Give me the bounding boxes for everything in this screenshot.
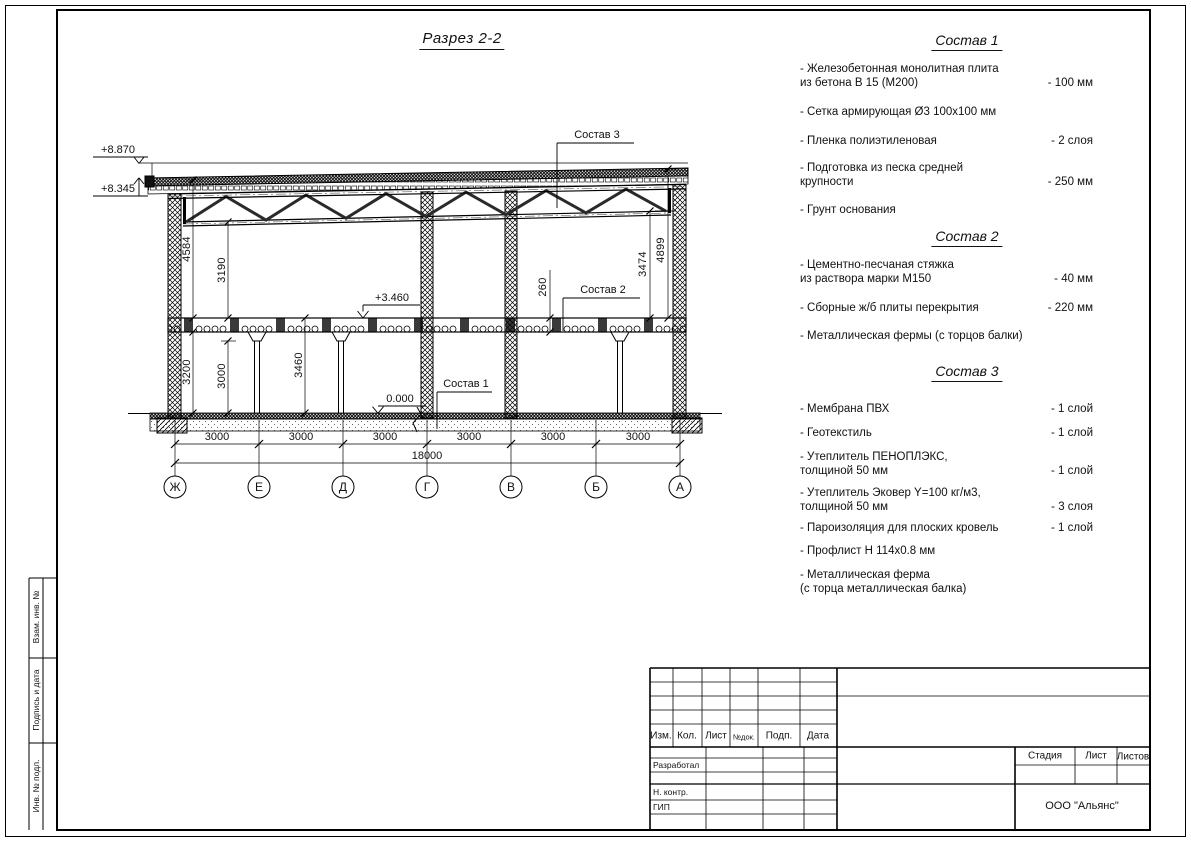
titleblock-col-list: Лист (705, 730, 727, 742)
dim-gf-col: 3000 (216, 363, 228, 389)
dim-bay: 3000 (288, 431, 314, 443)
dim-right-truss: 3474 (637, 251, 649, 277)
dim-left-truss: 3190 (216, 257, 228, 283)
item-value: - 1 слой (1050, 465, 1093, 478)
item-value: - 40 мм (1054, 273, 1093, 286)
item-name: - Сетка армирующая Ø3 100x100 мм (800, 106, 997, 118)
composition-item (800, 329, 1093, 343)
elevation-roof-top: +8.870 (101, 144, 135, 156)
axis-label: А (675, 480, 685, 494)
margin-label-inv: Инв. № подл. (31, 759, 41, 813)
composition-3-title: Состав 3 (931, 363, 1002, 382)
elevation-eaves: +8.345 (101, 183, 135, 195)
composition-item (800, 62, 1093, 90)
dim-left-roof: 4584 (181, 236, 193, 262)
item-name: - Мембрана ПВХ (800, 403, 890, 415)
composition-2-title: Состав 2 (931, 228, 1002, 247)
item-name: - Геотекстиль (800, 427, 872, 439)
callout-sostav1: Состав 1 (443, 378, 489, 390)
axis-label: Е (254, 480, 264, 494)
item-name: - Подготовка из песка средней крупности (800, 162, 964, 189)
composition-item (800, 402, 1093, 416)
axis-label: Ж (169, 480, 181, 494)
axis-label: Б (592, 480, 600, 494)
composition-item (800, 258, 1093, 286)
dim-bay: 3000 (540, 431, 566, 443)
item-value: - 100 мм (1047, 77, 1093, 90)
item-name: - Утеплитель ПЕНОПЛЭКС, толщиной 50 мм (800, 451, 948, 478)
composition-item (800, 486, 1093, 514)
composition-item (800, 105, 1093, 119)
titleblock-col-doc: №док. (733, 732, 755, 742)
composition-item (800, 301, 1093, 315)
item-name: - Железобетонная монолитная плита из бетона В 15 (М200) (800, 63, 999, 90)
dim-total: 18000 (411, 450, 443, 462)
composition-item (800, 161, 1093, 189)
item-value: - 2 слоя (1051, 135, 1093, 147)
item-value: - 1 слой (1050, 403, 1093, 415)
margin-label-vzam: Взам. инв. № (31, 590, 41, 644)
titleblock-col-izm: Изм. (650, 730, 672, 742)
titleblock-sheet-header: Лист (1085, 750, 1107, 762)
item-name: - Металлическая ферма (с торца металлическая балка) (800, 569, 967, 596)
dim-bay: 3000 (372, 431, 398, 443)
titleblock-col-kol: Кол. (677, 730, 697, 742)
composition-item (800, 568, 1093, 596)
item-name: - Утеплитель Эковер Y=100 кг/м3, толщиной 50 мм (800, 487, 981, 514)
dim-right-roof: 4899 (655, 237, 667, 263)
dim-bay: 3000 (456, 431, 482, 443)
titleblock-role-developer: Разработал (653, 760, 700, 770)
axis-label: Г (423, 480, 431, 494)
composition-item (800, 134, 1093, 148)
margin-label-podpis: Подпись и дата (31, 669, 41, 731)
item-value: - 250 мм (1047, 176, 1093, 189)
item-name: - Грунт основания (800, 204, 896, 216)
item-name: - Профлист Н 114x0.8 мм (800, 545, 936, 557)
dim-bay: 3000 (625, 431, 651, 443)
axis-label: В (506, 480, 516, 494)
titleblock-role-gip: ГИП (653, 802, 670, 812)
titleblock-col-data: Дата (806, 730, 830, 742)
item-value: - 1 слой (1050, 427, 1093, 439)
dim-bay: 3000 (204, 431, 230, 443)
callout-sostav2: Состав 2 (580, 284, 626, 296)
titleblock-company: ООО "Альянс" (1045, 800, 1119, 812)
titleblock-sheets-header: Листов (1116, 751, 1150, 763)
item-name: - Пленка полиэтиленовая (800, 135, 937, 147)
item-value: - 220 мм (1047, 302, 1093, 314)
composition-1-title: Состав 1 (931, 32, 1002, 51)
dim-gf-wall: 3200 (181, 359, 193, 385)
composition-item (800, 521, 1093, 535)
axis-label: Д (338, 480, 348, 494)
dim-gf-floor: 3460 (293, 352, 305, 378)
elevation-floor: +3.460 (375, 292, 409, 304)
section-title: Разрез 2-2 (419, 30, 504, 50)
titleblock-stage-header: Стадия (1027, 750, 1063, 762)
elevation-ground: 0.000 (386, 393, 414, 405)
titleblock-col-podp: Подп. (765, 730, 793, 742)
item-value: - 3 слоя (1051, 501, 1093, 514)
item-value: - 1 слой (1050, 522, 1093, 534)
item-name: - Цементно-песчаная стяжка из раствора марки М150 (800, 259, 954, 286)
item-name: - Пароизоляция для плоских кровель (800, 522, 999, 534)
item-name: - Сборные ж/б плиты перекрытия (800, 302, 979, 314)
composition-item (800, 426, 1093, 440)
item-name: - Металлическая фермы (с торцов балки) (800, 330, 1023, 342)
callout-sostav3: Состав 3 (574, 129, 620, 141)
dim-slab: 260 (537, 277, 549, 297)
titleblock-role-ncontrol: Н. контр. (653, 787, 689, 797)
composition-item (800, 203, 1093, 217)
composition-item (800, 544, 1093, 558)
composition-item (800, 450, 1093, 478)
